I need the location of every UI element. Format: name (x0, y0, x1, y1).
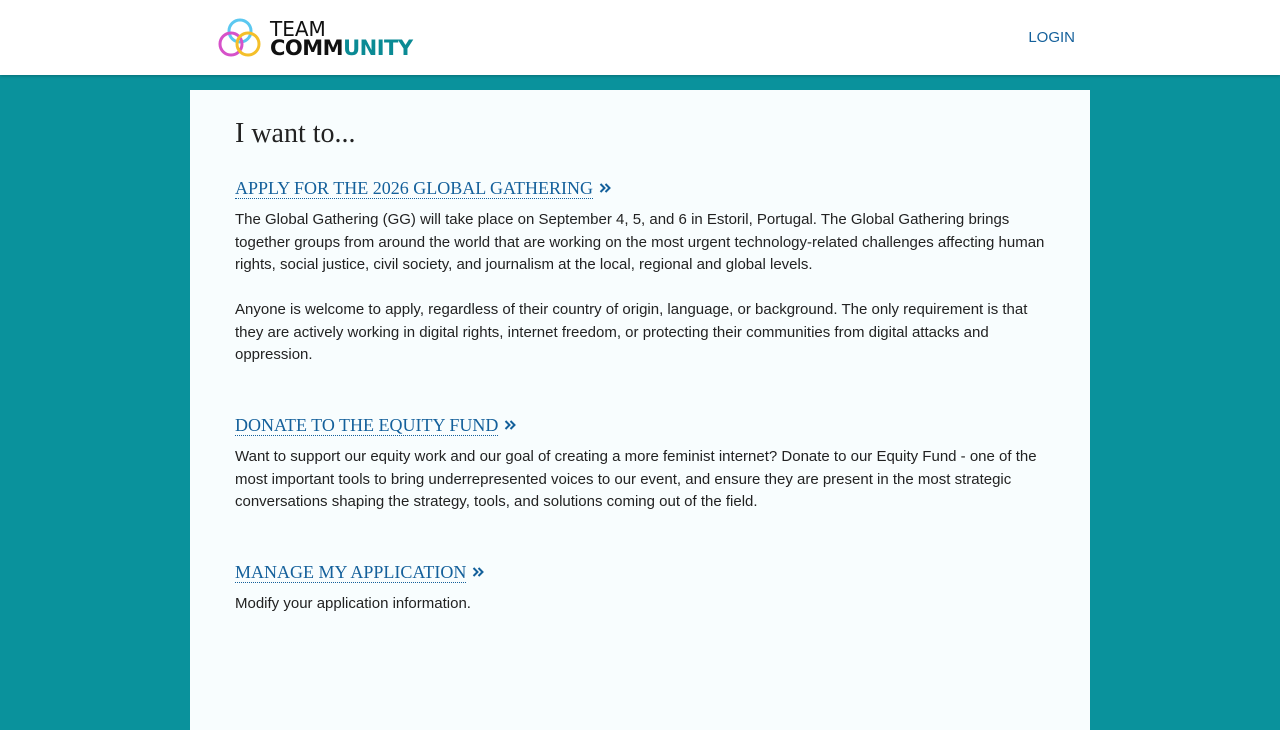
manage-application-link[interactable] (235, 562, 484, 583)
logo-wordmark (270, 17, 413, 60)
double-chevron-right-icon (504, 415, 516, 436)
logo-line-team: TEAM (270, 17, 326, 41)
login-link[interactable]: LOGIN (1028, 29, 1075, 46)
gathering-eligibility: Anyone is welcome to apply, regardless of their country of origin, language, or background. The only requirement is that they are actively working in digital rights, internet freedom, or protecting their communities from digital attacks and oppression. (235, 301, 1028, 363)
manage-application-label: MANAGE MY APPLICATION (235, 561, 467, 582)
logo-line-community (270, 36, 413, 60)
interlocking-rings-logo-icon (217, 18, 263, 60)
page-title: I want to... (235, 118, 356, 149)
logo-comm-text: COMM (270, 36, 344, 60)
main-card (190, 90, 1090, 730)
team-community-logo[interactable] (217, 18, 413, 60)
manage-application-description: Modify your application information. (235, 595, 471, 612)
donate-equity-fund-label: DONATE TO THE EQUITY FUND (235, 414, 499, 435)
apply-global-gathering-link[interactable] (235, 178, 611, 199)
logo-unity-text: UNITY (343, 36, 413, 60)
site-header (0, 0, 1280, 75)
double-chevron-right-icon (472, 562, 484, 583)
double-chevron-right-icon (599, 178, 611, 199)
gathering-description: The Global Gathering (GG) will take place on September 4, 5, and 6 in Estoril, Portugal. The Global Gathering brings together groups from around the world that are working on the most urgent technology-related challenges affecting human rights, social justice, civil society, and journalism at the local, regional and global levels. (235, 211, 1045, 273)
equity-fund-description: Want to support our equity work and our goal of creating a more feminist internet? Donate to our Equity Fund - one of the most important tools to bring underrepresented voices to our event, and ensure they are present in the most strategic conversations shaping the strategy, tools, and solutions coming out of the field. (235, 448, 1037, 510)
donate-equity-fund-link[interactable] (235, 415, 516, 436)
apply-global-gathering-label: APPLY FOR THE 2026 GLOBAL GATHERING (235, 177, 594, 198)
